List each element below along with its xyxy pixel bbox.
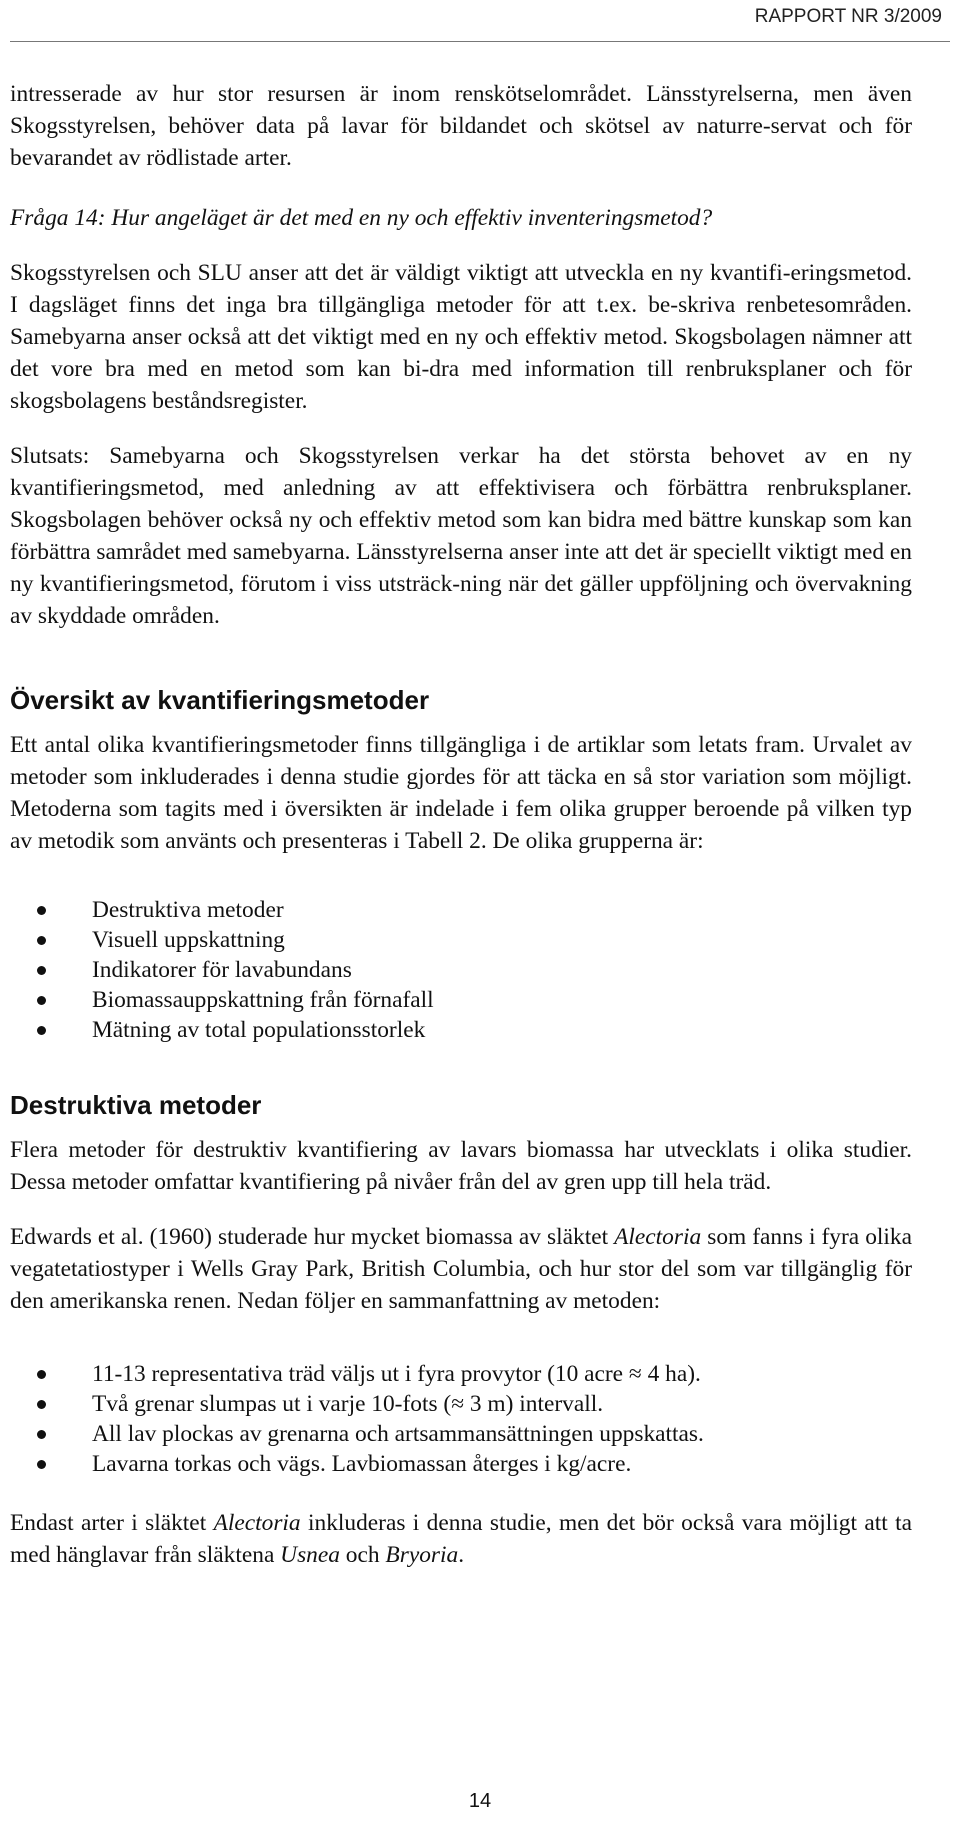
list-item: Mätning av total populationsstorlek	[10, 1015, 912, 1045]
paragraph-answer: Skogsstyrelsen och SLU anser att det är väldigt viktigt att utveckla en ny kvantifi-eringsmetod. I dagsläget finns det inga bra tillgängliga metoder för att t.ex. be-skriva renbetesområden. Samebyarna anser också att det viktigt med en ny och effektiv metod. Skogsbolagen nämner att det vore bra med en metod som kan bi-dra med information till renbruksplaner och för skogsbolagens beståndsregister.	[10, 260, 912, 414]
genus-alectoria: Alectoria	[614, 1224, 702, 1250]
genus-bryoria: Bryoria	[385, 1542, 459, 1568]
question-14: Fråga 14: Hur angeläget är det med en ny och effektiv inventeringsmetod?	[10, 205, 713, 231]
method-groups-list	[10, 895, 912, 1045]
paragraph-final: Endast arter i släktet Alectoria inkluderas i denna studie, men det bör också vara möjligt att ta med hänglavar från släktena Usnea och Bryoria.	[10, 1510, 913, 1568]
bullet-icon	[37, 1430, 46, 1439]
paragraph-destructive-intro: Flera metoder för destruktiv kvantifiering av lavars biomassa har utvecklats i olika studier. Dessa metoder omfattar kvantifiering på nivåer från del av gren upp till hela träd.	[10, 1137, 912, 1195]
bullet-icon	[37, 936, 46, 945]
list-item: Visuell uppskattning	[10, 925, 912, 955]
page-number: 14	[468, 1790, 492, 1812]
paragraph-intro: intresserade av hur stor resursen är inom renskötselområdet. Länsstyrelserna, men även Skogsstyrelsen, behöver data på lavar för bildandet och skötsel av naturre-servat och för bevarandet av rödlistade arter.	[10, 81, 912, 171]
list-item: 11-13 representativa träd väljs ut i fyra provytor (10 acre ≈ 4 ha).	[10, 1359, 912, 1389]
list-item: All lav plockas av grenarna och artsammansättningen uppskattas.	[10, 1419, 912, 1449]
section-heading-destructive: Destruktiva metoder	[10, 1090, 262, 1120]
section-heading-overview: Översikt av kvantifieringsmetoder	[10, 685, 430, 715]
paragraph-overview: Ett antal olika kvantifieringsmetoder finns tillgängliga i de artiklar som letats fram. Urvalet av metoder som inkluderades i denna studie gjordes för att täcka en så stor variation som möjligt. Metoderna som tagits med i översikten är indelade i fem olika grupper beroende på vilken typ av metodik som använts och presenteras i Tabell 2. De olika grupperna är:	[10, 732, 912, 854]
paragraph-conclusion: Slutsats: Samebyarna och Skogsstyrelsen verkar ha det största behovet av en ny kvantifieringsmetod, med anledning av att effektivisera och förbättra renbruksplaner. Skogsbolagen behöver också ny och effektiv metod som kan bidra med bättre kunskap som kan förbättra samrådet med samebyarna. Länsstyrelserna anser inte att det är speciellt viktigt med en ny kvantifieringsmetod, förutom i viss utsträck-ning när det gäller uppföljning och övervakning av skyddade områden.	[10, 443, 912, 629]
genus-usnea: Usnea	[280, 1542, 340, 1568]
bullet-icon	[37, 1400, 46, 1409]
bullet-icon	[37, 1026, 46, 1035]
bullet-icon	[37, 1460, 46, 1469]
paragraph-edwards: Edwards et al. (1960) studerade hur mycket biomassa av släktet Alectoria som fanns i fyra olika vegatetatiostyper i Wells Gray Park, British Columbia, och hur stor del som var tillgänglig för den amerikanska renen. Nedan följer en sammanfattning av metoden:	[10, 1224, 912, 1314]
bullet-icon	[37, 906, 46, 915]
bullet-icon	[37, 996, 46, 1005]
report-number: RAPPORT NR 3/2009	[754, 6, 942, 27]
header-divider	[10, 41, 950, 42]
bullet-icon	[37, 1370, 46, 1379]
page-body	[10, 78, 912, 1571]
list-item: Destruktiva metoder	[10, 895, 912, 925]
method-steps-list	[10, 1359, 912, 1479]
bullet-icon	[37, 966, 46, 975]
list-item: Indikatorer för lavabundans	[10, 955, 912, 985]
list-item: Biomassauppskattning från förnafall	[10, 985, 912, 1015]
page-header	[0, 0, 960, 44]
list-item: Två grenar slumpas ut i varje 10-fots (≈ 3 m) intervall.	[10, 1389, 912, 1419]
genus-alectoria: Alectoria	[213, 1510, 301, 1536]
list-item: Lavarna torkas och vägs. Lavbiomassan återges i kg/acre.	[10, 1449, 912, 1479]
